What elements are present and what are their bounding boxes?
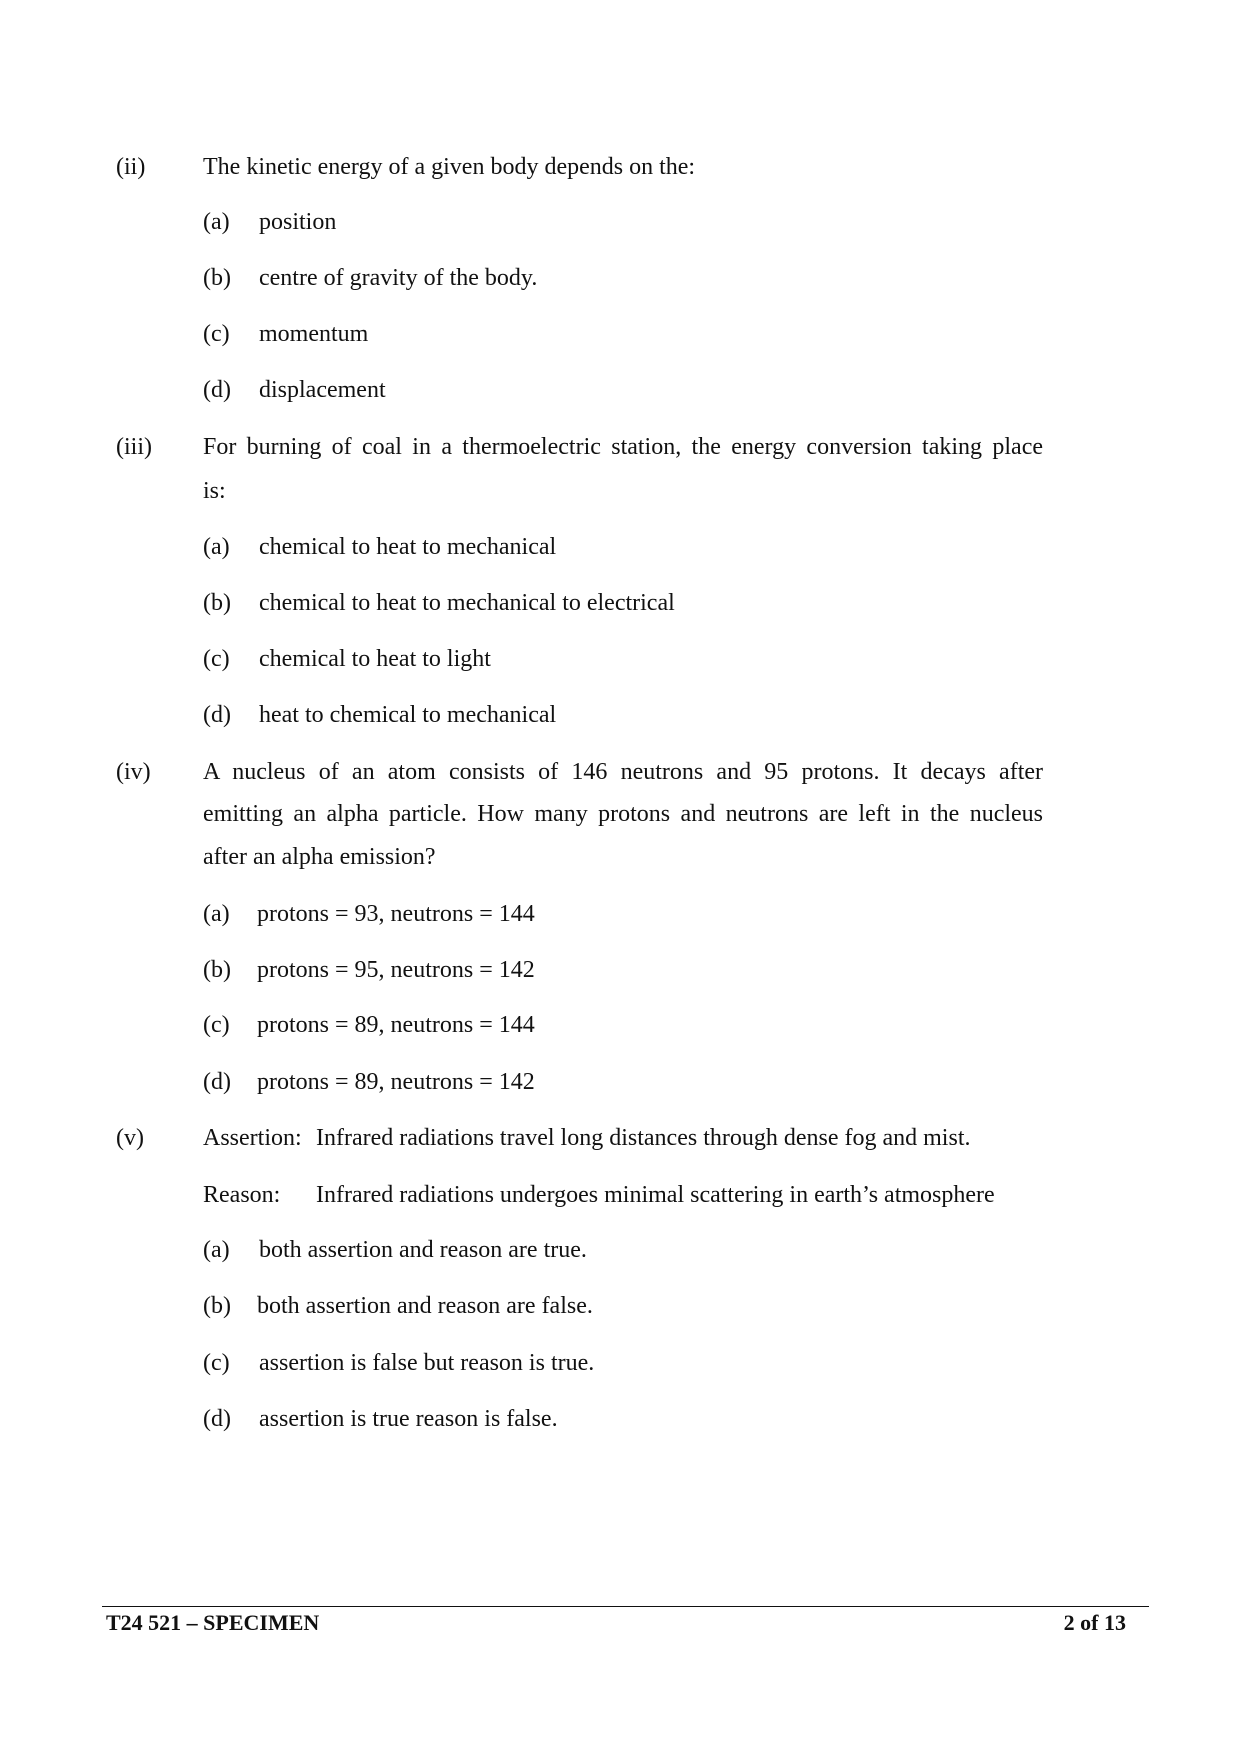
option-text: displacement [259, 377, 386, 403]
option-text: chemical to heat to light [259, 646, 491, 672]
option-text: position [259, 209, 337, 235]
assertion-text: Infrared radiations travel long distances through dense fog and mist. [316, 1125, 971, 1151]
paper-code: T24 521 – SPECIMEN [106, 1610, 320, 1635]
option-label: (a) [203, 209, 230, 235]
option-text: heat to chemical to mechanical [259, 702, 557, 728]
option-text: centre of gravity of the body. [259, 265, 538, 291]
option-text: assertion is true reason is false. [259, 1406, 558, 1432]
option-label: (b) [203, 957, 231, 983]
option-text: chemical to heat to mechanical [259, 534, 557, 560]
page-number: 2 of 13 [1063, 1610, 1126, 1635]
reason-label: Reason: [203, 1182, 281, 1208]
option-label: (d) [203, 702, 231, 728]
option-label: (c) [203, 1012, 230, 1038]
option-label: (a) [203, 901, 230, 927]
question-number: (iv) [116, 759, 151, 785]
option-text: protons = 93, neutrons = 144 [257, 901, 535, 927]
option-text: protons = 89, neutrons = 142 [257, 1069, 535, 1095]
option-label: (a) [203, 534, 230, 560]
option-label: (b) [203, 1293, 231, 1319]
option-text: momentum [259, 321, 369, 347]
question-number: (v) [116, 1125, 144, 1151]
question-stem-line-3: after an alpha emission? [203, 844, 436, 870]
question-number: (ii) [116, 154, 146, 180]
option-label: (b) [203, 590, 231, 616]
option-label: (d) [203, 1406, 231, 1432]
option-text: both assertion and reason are true. [259, 1237, 587, 1263]
question-stem: The kinetic energy of a given body depends on the: [203, 154, 696, 180]
option-label: (d) [203, 377, 231, 403]
option-label: (c) [203, 646, 230, 672]
option-label: (c) [203, 321, 230, 347]
assertion-label: Assertion: [203, 1125, 302, 1151]
option-label: (a) [203, 1237, 230, 1263]
reason-text: Infrared radiations undergoes minimal scattering in earth’s atmosphere [316, 1182, 995, 1208]
option-text: protons = 89, neutrons = 144 [257, 1012, 535, 1038]
option-text: protons = 95, neutrons = 142 [257, 957, 535, 983]
option-text: both assertion and reason are false. [257, 1293, 593, 1319]
option-label: (d) [203, 1069, 231, 1095]
option-text: chemical to heat to mechanical to electrical [259, 590, 675, 616]
question-stem-line-1: For burning of coal in a thermoelectric station, the energy conversion taking place [203, 434, 1043, 460]
question-stem-line-2: is: [203, 478, 226, 504]
question-number: (iii) [116, 434, 152, 460]
footer-divider [102, 1606, 1149, 1607]
option-label: (b) [203, 265, 231, 291]
question-stem-line-2: emitting an alpha particle. How many protons and neutrons are left in the nucleus [203, 801, 1043, 827]
option-label: (c) [203, 1350, 230, 1376]
option-text: assertion is false but reason is true. [259, 1350, 595, 1376]
question-stem-line-1: A nucleus of an atom consists of 146 neutrons and 95 protons. It decays after [203, 759, 1043, 785]
